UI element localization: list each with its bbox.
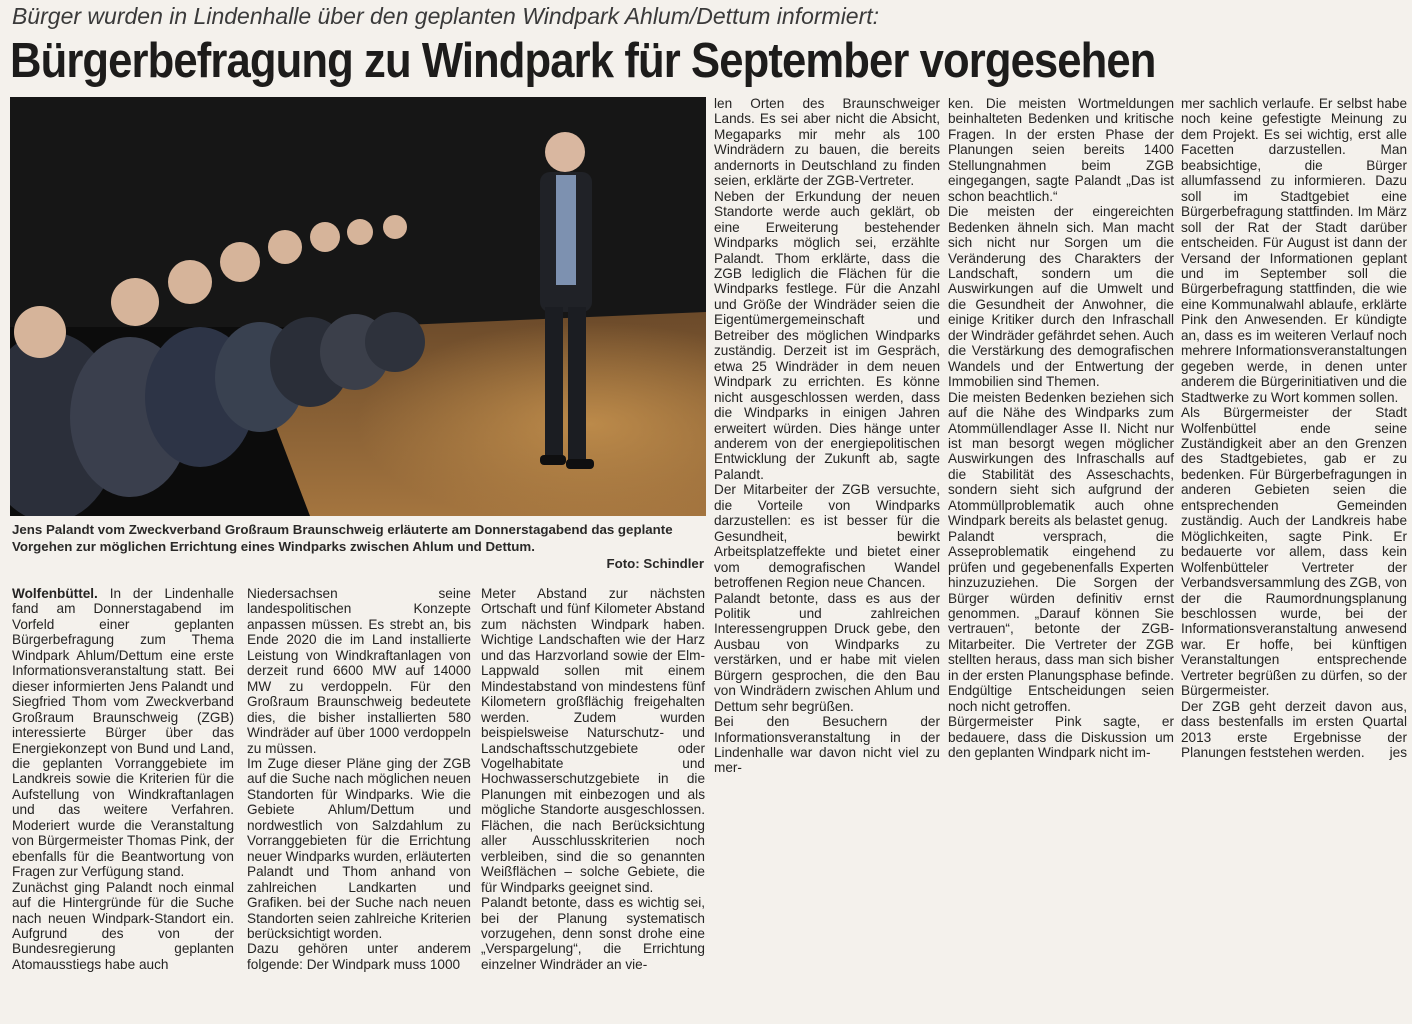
- photo-credit: Foto: Schindler: [606, 556, 704, 571]
- column-1-paragraph-1-text: In der Lindenhalle fand am Donnerstagabend im Vorfeld einer geplanten Bürgerbefragung zum Thema Windpark Ahlum/Dettum eine erste Informationsveranstaltung statt. Bei dieser informierten Jens Palandt und Siegfried Thom vom Zweckverband Großraum Braunschweig (ZGB) interessierte Bürger über das Energiekonzept von Bund und Land, die geplanten Vorranggebiete im Landkreis sowie die Kriterien für die Aufstellung von Windkraftanlagen und das weitere Verfahren. Moderiert wurde die Veranstaltung von Bürgermeister Thomas Pink, der ebenfalls für die Beantwortung von Fragen zur Verfügung stand.: [12, 586, 234, 880]
- author-initials: jes: [1389, 745, 1407, 761]
- column-4-paragraph-5: Bei den Besuchern der Informationsveranstaltung in der Lindenhalle war davon nicht viel zu mer-: [714, 714, 940, 776]
- dateline: Wolfenbüttel.: [12, 586, 98, 601]
- column-5-paragraph-3: Die meisten Bedenken beziehen sich auf die Nähe des Windparks zum Atommüllendlager Asse II. Nicht nur ist man besorgt wegen möglicher Auswirkungen des Infraschalls auf die Stabilität des Asseschachts, sondern sieht sich aufgrund der Atommüllproblematik auch ohne Windpark bereits als belastet genug.: [948, 389, 1174, 529]
- column-4-paragraph-4: Palandt betonte, dass es aus der Politik und zahlreichen Interessengruppen Druck gebe, den Ausbau von Windparks zu verstärken, und er habe mit vielen Bürgern gesprochen, die den Bau von Windrädern zwischen Ahlum und Dettum sehr begrüßen.: [714, 590, 940, 714]
- column-2-paragraph-2: Im Zuge dieser Pläne ging der ZGB auf die Suche nach möglichen neuen Standorten für Windparks. Wie die Gebiete Ahlum/Dettum und nordwestlich von Salzdahlum zu Vorranggebieten für die Errichtung neuer Windparks wurden, erläuterten Palandt und Thom anhand von zahlreichen Landkarten und Grafiken. bei der Suche nach neuen Standorten seien zahlreiche Kriterien berücksichtigt worden.: [247, 755, 471, 941]
- column-6-paragraph-2: Als Bürgermeister der Stadt Wolfenbüttel ende seine Zuständigkeit aber an den Grenzen des Stadtgebietes, gab er zu bedenken. Für Bürgerbefragungen in anderen Gebieten seien die entsprechenden Gemeinden zuständig. Auch der Landkreis habe Möglichkeiten, sagte Pink. Er bedauerte vor allem, dass kein Wolfenbütteler Vertreter der Verbandsversammlung des ZGB, von der die Raumordnungsplanung beschlossen wurde, bei der Informationsveranstaltung anwesend war. Er hoffe, bei künftigen Veranstaltungen entsprechende Vertreter begrüßen zu dürfen, so der Bürgermeister.: [1181, 405, 1407, 699]
- kicker-line: Bürger wurden in Lindenhalle über den geplanten Windpark Ahlum/Dettum informiert:: [12, 3, 880, 29]
- article-column-1: [12, 586, 234, 972]
- photo-caption: [12, 521, 704, 572]
- column-5-paragraph-2: Die meisten der eingereichten Bedenken ähneln sich. Man macht sich nicht nur Sorgen um die Veränderung des Charakters der Landschaft, sondern um die Auswirkungen auf die Umwelt und die Gesundheit der Anwohner, die einige Kritiker durch den Infraschall der Windräder gefährdet sehen. Auch die Verstärkung des demografischen Wandels und der Entwertung der Immobilien sind Themen.: [948, 204, 1174, 390]
- column-4-paragraph-1: len Orten des Braunschweiger Lands. Es sei aber nicht die Absicht, Megaparks mir mehr als 100 Windrädern zu bauen, die bereits andernorts in Deutschland zu finden seien, erklärte der ZGB-Vertreter.: [714, 96, 940, 189]
- article-column-4: [714, 96, 940, 776]
- article-column-3: [481, 586, 705, 972]
- article-column-5: [948, 96, 1174, 760]
- column-3-paragraph-1: Meter Abstand zur nächsten Ortschaft und fünf Kilometer Abstand zum nächsten Windpark haben. Wichtige Landschaften wie der Harz und das Harzvorland sowie der Elm-Lappwald sollen mit einem Mindestabstand von mindestens fünf Kilometern großflächig freigehalten werden. Zudem wurden beispielsweise Naturschutz- und Landschaftsschutzgebiete oder Vogelhabitate und Hochwasserschutzgebiete in die Planungen mit einbezogen und als mögliche Standorte ausgeschlossen. Flächen, die nach Berücksichtung aller Ausschlusskriterien noch verbleiben, sind die so genannten Weißflächen – solche Gebiete, die für Windparks geeignet sind.: [481, 586, 705, 895]
- photo-illustration: [10, 97, 706, 516]
- event-photo: [10, 97, 706, 516]
- column-1-paragraph-2: Zunächst ging Palandt noch einmal auf die Hintergründe für die Suche nach neuen Windpark-Standort ein. Aufgrund des von der Bundesregierung geplanten Atomausstiegs habe auch: [12, 879, 234, 972]
- column-4-paragraph-3: Der Mitarbeiter der ZGB versuchte, die Vorteile von Windparks darzustellen: es ist besser für die Gesundheit, bewirkt Arbeitsplatzeffekte und bietet einer vom demografischen Wandel betroffenen Region neue Chancen.: [714, 482, 940, 591]
- column-2-paragraph-3: Dazu gehören unter anderem folgende: Der Windpark muss 1000: [247, 941, 471, 972]
- headline: Bürgerbefragung zu Windpark für September vorgesehen: [10, 34, 1156, 88]
- caption-text: Jens Palandt vom Zweckverband Großraum Braunschweig erläuterte am Donnerstagabend das geplante Vorgehen zur möglichen Errichtung eines Windparks zwischen Ahlum und Dettum.: [12, 522, 673, 554]
- column-6-paragraph-3-text: Der ZGB geht derzeit davon aus, dass bestenfalls im ersten Quartal 2013 erste Ergebnisse der Planungen feststehen werden.: [1181, 698, 1407, 761]
- column-5-paragraph-1: ken. Die meisten Wortmeldungen beinhalteten Bedenken und kritische Fragen. In der ersten Phase der Planungen seien bereits 1400 Stellungnahmen beim ZGB eingegangen, sagte Palandt „Das ist schon beachtlich.“: [948, 96, 1174, 204]
- article-column-2: [247, 586, 471, 972]
- column-2-paragraph-1: Niedersachsen seine landespolitischen Konzepte anpassen müssen. Es strebt an, bis Ende 2020 die im Land installierte Leistung von Windkraftanlagen von derzeit rund 6600 MW auf 14000 MW zu verdoppeln. Für den Großraum Braunschweig bedeutete dies, die bisher installierten 580 Windräder auf über 1000 verdoppeln zu müssen.: [247, 586, 471, 756]
- column-1-paragraph-1: [12, 586, 234, 880]
- column-4-paragraph-2: Neben der Erkundung der neuen Standorte werde auch geklärt, ob eine Erweiterung bestehender Windparks möglich sei, erzählte Palandt. Thom erklärte, dass die ZGB lediglich die Flächen für die Windparks festlege. Für die Anzahl und Größe der Windräder seien die Eigentümergemeinschaft und Betreiber des möglichen Windparks zuständig. Derzeit ist im Gespräch, etwa 25 Windräder in dem neuen Windpark zu errichten. Es könne nicht ausgeschlossen werden, dass die Windparks in einigen Jahren erweitert würden. Dies hänge unter anderem von der energiepolitischen Entwicklung der Zukunft ab, sagte Palandt.: [714, 188, 940, 482]
- column-6-paragraph-1: mer sachlich verlaufe. Er selbst habe noch keine gefestigte Meinung zu dem Projekt. Es sei wichtig, erst alle Facetten darzustellen. Man beabsichtige, die Bürger allumfassend zu informieren. Dazu soll im Stadtgebiet eine Bürgerbefragung stattfinden. Im März soll der Rat der Stadt darüber entscheiden. Für August ist dann der Versand der Informationen geplant und im September soll die Bürgerbefragung stattfinden, die wie eine Kommunalwahl ablaufe, erklärte Pink den Anwesenden. Er kündigte an, dass es im weiteren Verlauf noch mehrere Informationsveranstaltungen gegeben werde, in denen unter anderem die Bürgerinitiativen und die Stadtwerke zu Wort kommen sollen.: [1181, 96, 1407, 405]
- column-3-paragraph-2: Palandt betonte, dass es wichtig sei, bei der Planung systematisch vorzugehen, denn sonst drohe eine „Verspargelung“, die Errichtung einzelner Windräder an vie-: [481, 895, 705, 972]
- column-5-paragraph-5: Bürgermeister Pink sagte, er bedauere, dass die Diskussion um den geplanten Windpark nicht im-: [948, 714, 1174, 761]
- column-5-paragraph-4: Palandt versprach, die Asseproblematik eingehend zu prüfen und gegebenenfalls Experten hinzuzuziehen. Die Sorgen der Bürger würden definitiv ernst genommen. „Darauf können Sie vertrauen“, betonte der ZGB-Mitarbeiter. Die Vertreter der ZGB stellten heraus, dass man sich bisher in der ersten Planungsphase befinde. Endgültige Entscheidungen seien noch nicht getroffen.: [948, 528, 1174, 714]
- column-6-paragraph-3: [1181, 699, 1407, 761]
- article-column-6: [1181, 96, 1407, 760]
